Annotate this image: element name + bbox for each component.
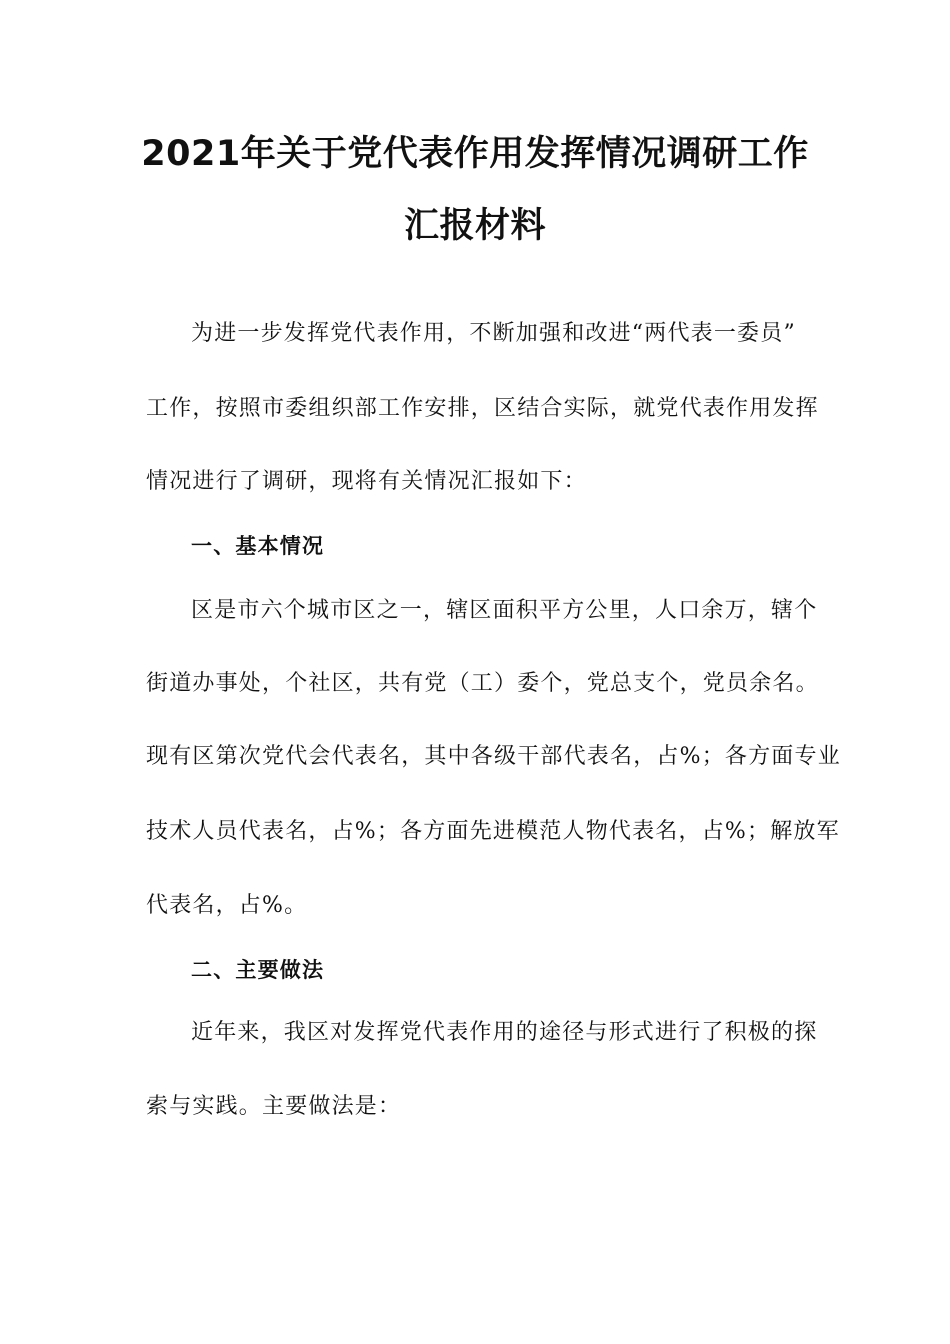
paragraph-3-line-1: 近年来，我区对发挥党代表作用的途径与形式进行了积极的探 xyxy=(191,1020,818,1045)
paragraph-2-line-3: 现有区第次党代会代表名，其中各级干部代表名，占%；各方面专业 xyxy=(146,744,841,769)
section-heading-basic-situation: 一、基本情况 xyxy=(191,534,325,558)
paragraph-1-line-1: 为进一步发挥党代表作用，不断加强和改进“两代表一委员” xyxy=(191,321,796,346)
paragraph-1-line-2: 工作，按照市委组织部工作安排，区结合实际，就党代表作用发挥 xyxy=(146,396,819,421)
paragraph-2-line-2: 街道办事处，个社区，共有党（工）委个，党总支个，党员余名。 xyxy=(146,671,819,696)
paragraph-2-line-4: 技术人员代表名，占%；各方面先进模范人物代表名，占%；解放军 xyxy=(146,819,840,844)
paragraph-2-line-5: 代表名，占%。 xyxy=(146,893,308,918)
paragraph-2-line-1: 区是市六个城市区之一，辖区面积平方公里，人口余万，辖个 xyxy=(191,598,818,623)
paragraph-1-line-3: 情况进行了调研，现将有关情况汇报如下： xyxy=(146,469,587,494)
section-heading-main-practices: 二、主要做法 xyxy=(191,958,325,982)
document-title-line-1: 2021年关于党代表作用发挥情况调研工作 xyxy=(141,134,809,174)
paragraph-3-line-2: 索与实践。主要做法是： xyxy=(146,1094,402,1119)
document-title-line-2: 汇报材料 xyxy=(403,206,546,246)
